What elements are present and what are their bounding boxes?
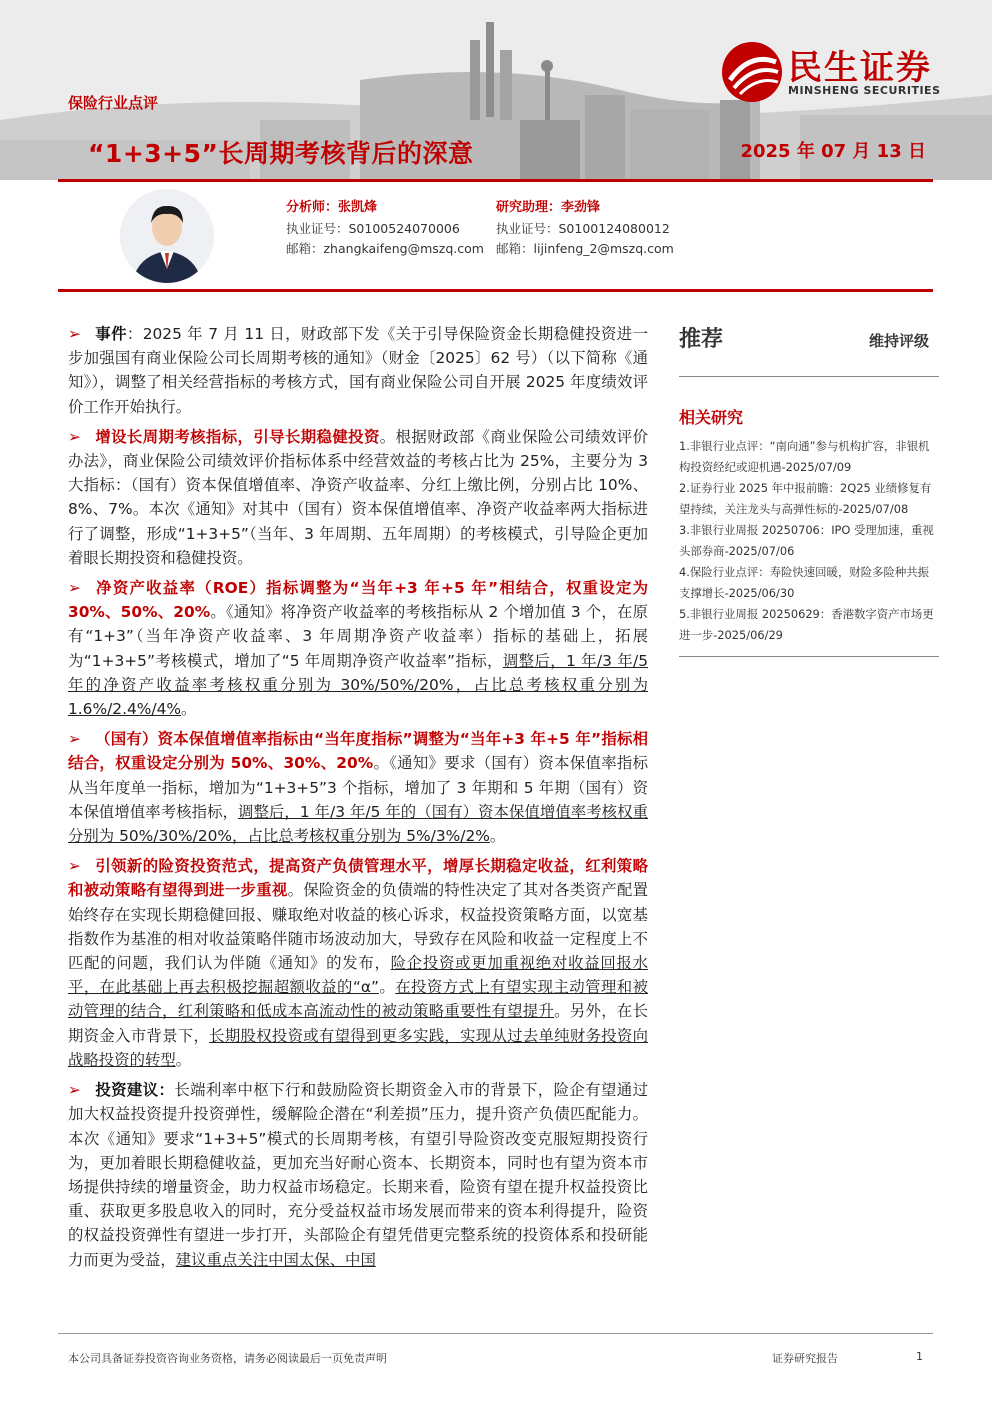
event-lead: 事件 (94, 325, 127, 343)
related-item[interactable]: 1.非银行业点评：“南向通”参与机构扩容，非银机构投资经纪或迎机遇-2025/07/09 (679, 439, 930, 474)
rating-box (679, 322, 939, 370)
analyst-2-name: 研究助理：李劲锋 (496, 200, 601, 215)
capital-end: 。 (489, 827, 506, 846)
analyst-divider (58, 289, 933, 292)
analyst-avatar-icon (120, 189, 214, 283)
analyst-1-license: 执业证号：S0100524070006 (286, 220, 460, 236)
footer-report-type: 证券研究报告 (772, 1352, 838, 1365)
paradigm-mid: 。 (378, 978, 396, 997)
minsheng-logo-icon (720, 40, 784, 104)
company-logo (720, 40, 970, 110)
footer-divider (58, 1333, 933, 1334)
paradigm-end: 。 (175, 1050, 192, 1069)
related-item[interactable]: 5.非银行业周报 20250629：香港数字资产市场更进一步-2025/06/29 (679, 607, 934, 642)
logo-text-en: MINSHENG SECURITIES (788, 84, 941, 97)
logo-text-cn: 民生证券 (788, 48, 932, 88)
paragraph-capital (68, 727, 648, 848)
paragraph-long-cycle (68, 425, 648, 570)
bullet-arrow-icon: ➢ (68, 730, 81, 749)
sidebar (679, 322, 939, 657)
roe-lead: 净资产收益率（ROE）指标调整为“当年+3 年+5 年”相结合，权重设定为 30%、50%、20% (68, 579, 648, 622)
report-date: 2025 年 07 月 13 日 (740, 141, 926, 162)
main-content (68, 322, 648, 1278)
recommendation-lead: 投资建议： (94, 1081, 175, 1100)
related-item[interactable]: 4.保险行业点评：寿险快速回暖，财险多险种共振支撑增长-2025/06/30 (679, 565, 930, 600)
footer-disclaimer: 本公司具备证券投资咨询业务资格，请务必阅读最后一页免责声明 (68, 1352, 387, 1365)
recommendation-text: 长端利率中枢下行和鼓励险资长期资金入市的背景下，险企有望通过加大权益投资提升投资弹性，缓解险企潜在“利差损”压力，提升资产负债匹配能力。本次《通知》要求“1+3+5”模式的长周期考核，有望引导险资改变克服短期投资行为，更加着眼长期稳健收益，更加充当好耐心资本、长期资本，同时也有望为资本市场提供持续的增量资金，助力权益市场稳定。长期来看，险资有望在提升权益投资比重、获取更多股息收入的同时，充分受益权益市场发展而带来的资本利得提升，险资的权益投资弹性有望进一步打开，头部险企有望凭借更完整系统的投资体系和投研能力而更为受益， (68, 1081, 648, 1269)
analyst-2-license: 执业证号：S0100124080012 (496, 220, 670, 236)
recommendation-underlined: 建议重点关注中国太保、中国 (175, 1250, 376, 1269)
rating-sub: 维持评级 (868, 332, 929, 350)
roe-end: 。 (181, 700, 197, 719)
related-item[interactable]: 2.证券行业 2025 年中报前瞻：2Q25 业绩修复有望持续，关注龙头与高弹性标的-2025/07/08 (679, 481, 932, 516)
report-title: “1+3+5”长周期考核背后的深意 (88, 139, 474, 168)
analyst-1-email[interactable]: 邮箱：zhangkaifeng@mszq.com (286, 241, 484, 256)
bullet-arrow-icon: ➢ (68, 325, 81, 343)
event-text: ：2025 年 7 月 11 日，财政部下发《关于引导保险资金长期稳健投资进一步加强国有商业保险公司长周期考核的通知》（财金〔2025〕62 号）（以下简称《通知》），调整了相关经营指标的考核方式，国有商业保险公司自开展 2025 年度绩效评价工作开始执行。 (68, 325, 648, 416)
page-number: 1 (916, 1350, 923, 1363)
bullet-arrow-icon: ➢ (68, 579, 81, 598)
long-cycle-text: 。根据财政部《商业保险公司绩效评价办法》，商业保险公司绩效评价指标体系中经营效益的考核占比为 25%，主要分为 3 大指标：（国有）资本保值增值率、净资产收益率、分红上缴比例，分别占比 10%、8%、7%。本次《通知》对其中（国有）资本保值增值率、净资产收益率两大指标进行了调整，形成“1+3+5”（当年、3 年周期、五年周期）的考核模式，引导险企更加着眼长期投资和稳健投资。 (68, 427, 648, 567)
rating-main: 推荐 (679, 327, 724, 352)
paragraph-recommendation (68, 1078, 648, 1272)
analyst-2 (496, 198, 674, 260)
roe-text: 。《通知》将净资产收益率的考核指标从 2 个增加值 3 个，在原有“1+3”（当年净资产收益率、3 年周期净资产收益率）指标的基础上，拓展为“1+3+5”考核模式，增加了“5 年周期净资产收益率”指标， (68, 603, 648, 670)
long-cycle-lead: 增设长周期考核指标，引导长期稳健投资 (94, 427, 380, 446)
bullet-arrow-icon: ➢ (68, 1081, 81, 1100)
analyst-1-name: 分析师：张凯烽 (286, 200, 378, 215)
paradigm-text: 。保险资金的负债端的特性决定了其对各类资产配置始终存在实现长期稳健回报、赚取绝对收益的核心诉求，权益投资策略方面，以宽基指数作为基准的相对收益策略伴随市场波动加大，导致存在风险和收益一定程度上不匹配的问题，我们认为伴随《通知》的发布， (68, 881, 648, 973)
bullet-arrow-icon: ➢ (68, 857, 81, 876)
report-category: 保险行业点评 (68, 94, 159, 112)
roe-underlined: 调整后，1 年/3 年/5 年的净资产收益率考核权重分别为 30%/50%/20%，占比总考核权重分别为 1.6%/2.4%/4% (68, 651, 648, 719)
header-divider (58, 179, 933, 182)
paragraph-roe (68, 576, 648, 721)
analyst-2-email[interactable]: 邮箱：lijinfeng_2@mszq.com (496, 241, 674, 256)
capital-lead: （国有）资本保值增值率指标由“当年度指标”调整为“当年+3 年+5 年”指标相结合，权重设定分别为 50%、30%、20% (68, 730, 648, 773)
sidebar-bottom-divider (679, 656, 939, 657)
paradigm-underlined-3: 长期股权投资或有望得到更多实践，实现从过去单纯财务投资向战略投资的转型 (68, 1026, 648, 1069)
capital-underlined: 调整后，1 年/3 年/5 年的（国有）资本保值增值率考核权重分别为 50%/30%/20%，占比总考核权重分别为 5%/3%/2% (68, 802, 648, 846)
bullet-arrow-icon: ➢ (68, 427, 81, 446)
paradigm-underlined-1: 险企投资或更加重视绝对收益回报水平，在此基础上再去积极挖掘超额收益的“α” (68, 954, 648, 997)
paragraph-event (68, 322, 648, 419)
paradigm-lead: 引领新的险资投资范式，提高资产负债管理水平，增厚长期稳定收益，红利策略和被动策略有望得到进一步重视 (68, 857, 648, 900)
analyst-photo (120, 189, 214, 283)
related-research-heading: 相关研究 (679, 408, 744, 427)
paradigm-text-2: 。另外，在长期资金入市背景下， (68, 1002, 648, 1045)
paragraph-paradigm (68, 854, 648, 1072)
analyst-1 (286, 198, 484, 260)
related-item[interactable]: 3.非银行业周报 20250706：IPO 受理加速，重视头部券商-2025/07/06 (679, 523, 934, 558)
capital-text: 。《通知》要求（国有）资本保值率指标从当年度单一指标，增加为“1+3+5”3 个指标，增加了 3 年期和 5 年期（国有）资本保值增值率考核指标， (68, 754, 648, 821)
paradigm-underlined-2: 在投资方式上有望实现主动管理和被动管理的结合，红利策略和低成本高流动性的被动策略重要性有望提升 (68, 978, 648, 1021)
